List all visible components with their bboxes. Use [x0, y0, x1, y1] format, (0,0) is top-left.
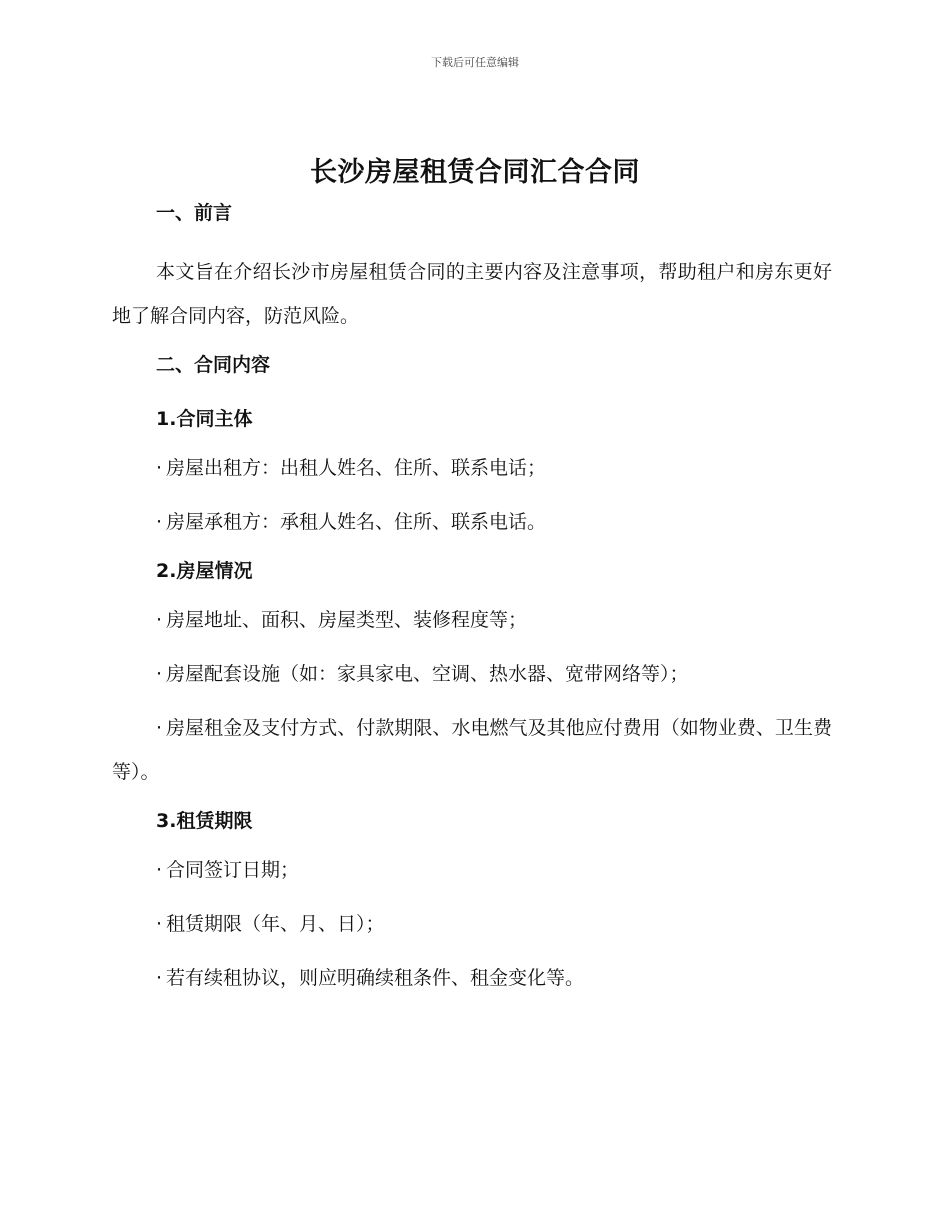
bullet-icon: · — [156, 859, 163, 881]
list-item — [112, 848, 832, 892]
list-item — [112, 652, 832, 696]
subsection-heading-house: 2.房屋情况 — [156, 560, 253, 582]
list-item — [112, 706, 832, 794]
bullet-icon: · — [156, 913, 163, 935]
section-heading-contract-content: 二、合同内容 — [156, 354, 271, 376]
bullet-icon: · — [156, 663, 163, 685]
list-item — [112, 902, 832, 946]
list-item — [112, 956, 832, 1000]
list-item-text: 租赁期限（年、月、日）； — [166, 913, 385, 935]
subsection-heading-term: 3.租赁期限 — [156, 810, 253, 832]
bullet-icon: · — [156, 717, 163, 739]
list-item-text: 房屋配套设施（如：家具家电、空调、热水器、宽带网络等）； — [166, 663, 689, 685]
bullet-icon: · — [156, 457, 163, 479]
document-title: 长沙房屋租赁合同汇合合同 — [310, 157, 640, 188]
list-item-text: 房屋承租方：承租人姓名、住所、联系电话。 — [166, 511, 547, 533]
list-item — [112, 446, 832, 490]
list-item-text: 房屋出租方：出租人姓名、住所、联系电话； — [166, 457, 547, 479]
list-item-text: 合同签订日期； — [166, 859, 300, 881]
bullet-icon: · — [156, 609, 163, 631]
list-item-text: 房屋地址、面积、房屋类型、装修程度等； — [166, 609, 528, 631]
list-item — [112, 500, 832, 544]
list-item — [112, 598, 832, 642]
list-item-text: 房屋租金及支付方式、付款期限、水电燃气及其他应付费用（如物业费、卫生费等）。 — [112, 717, 832, 783]
list-item-text: 若有续租协议，则应明确续租条件、租金变化等。 — [166, 967, 585, 989]
section-heading-preface: 一、前言 — [156, 202, 233, 224]
preface-paragraph: 本文旨在介绍长沙市房屋租赁合同的主要内容及注意事项，帮助租户和房东更好地了解合同内容，防范风险。 — [112, 261, 832, 327]
subsection-heading-parties: 1.合同主体 — [156, 408, 253, 430]
bullet-icon: · — [156, 511, 163, 533]
header-note: 下载后可任意编辑 — [431, 56, 519, 69]
document-body — [112, 196, 832, 1000]
bullet-icon: · — [156, 967, 163, 989]
